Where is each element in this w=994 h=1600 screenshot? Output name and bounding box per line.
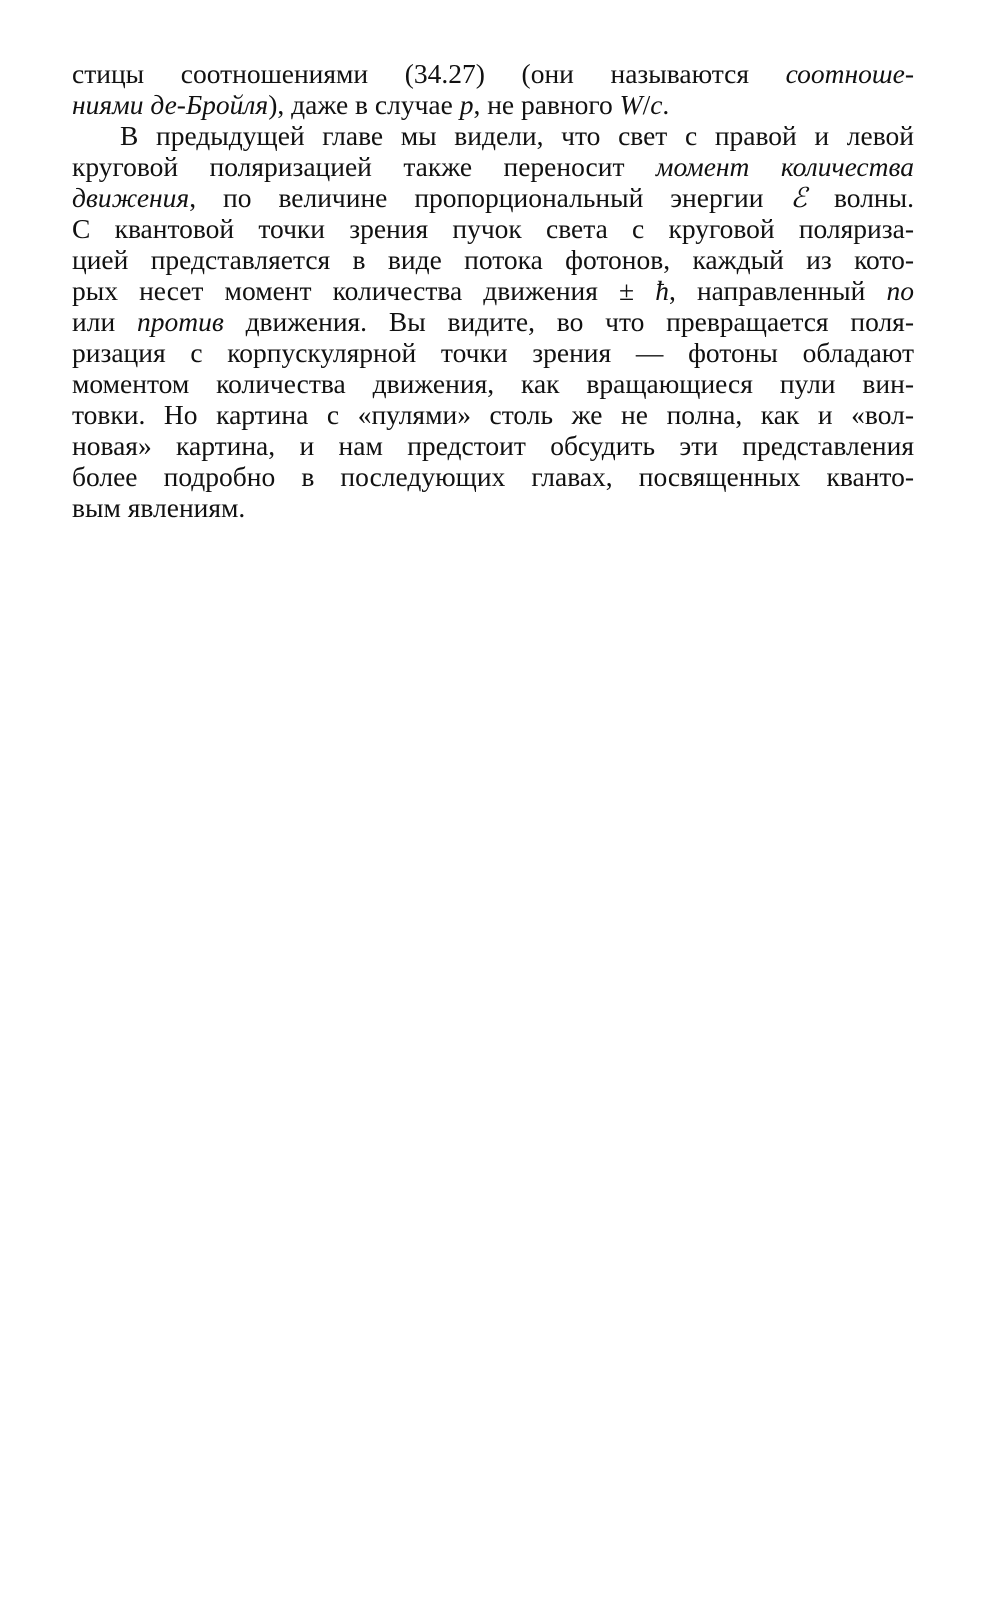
italic-term: момент количества [655,151,914,182]
body-text [72,58,914,523]
text-line-13: новая» картина, и нам предстоит обсудить эти представления [72,430,914,461]
italic-term: по [886,275,914,306]
math-variable: ℰ [790,182,808,213]
italic-term: соотноше- [785,58,914,89]
text-line-7: цией представляется в виде потока фотонов, каждый из кото- [72,244,914,275]
italic-term: движения [72,182,190,213]
text-line-6: С квантовой точки зрения пучок света с круговой поляриза- [72,213,914,244]
math-variable: W [619,89,643,120]
math-variable: p [459,89,474,120]
text-line-3: В предыдущей главе мы видели, что свет с правой и левой [120,120,914,151]
text-line-11: моментом количества движения, как вращающиеся пули вин- [72,368,914,399]
italic-term: против [136,306,224,337]
text-line-9: или против движения. Вы видите, во что превращается поля- [72,306,914,337]
text-line-14: более подробно в последующих главах, посвященных кванто- [72,461,914,492]
math-variable: c [650,89,663,120]
text-line-1: стицы соотношениями (34.27) (они называются соотноше- [72,58,914,89]
text-line-4: круговой поляризацией также переносит момент количества [72,151,914,182]
italic-term: ниями де-Бройля [72,89,269,120]
math-variable: ħ [655,275,669,306]
text-line-8: рых несет момент количества движения ± ħ, направленный по [72,275,914,306]
text-line-12: товки. Но картина с «пулями» столь же не полна, как и «вол- [72,399,914,430]
text-line-5: движения, по величине пропорциональный энергии ℰ волны. [72,182,914,213]
text-line-10: ризация с корпускулярной точки зрения — фотоны обладают [72,337,914,368]
text-line-2: ниями де-Бройля), даже в случае p, не равного W/c. [72,89,670,120]
text-line-15: вым явлениям. [72,492,246,523]
